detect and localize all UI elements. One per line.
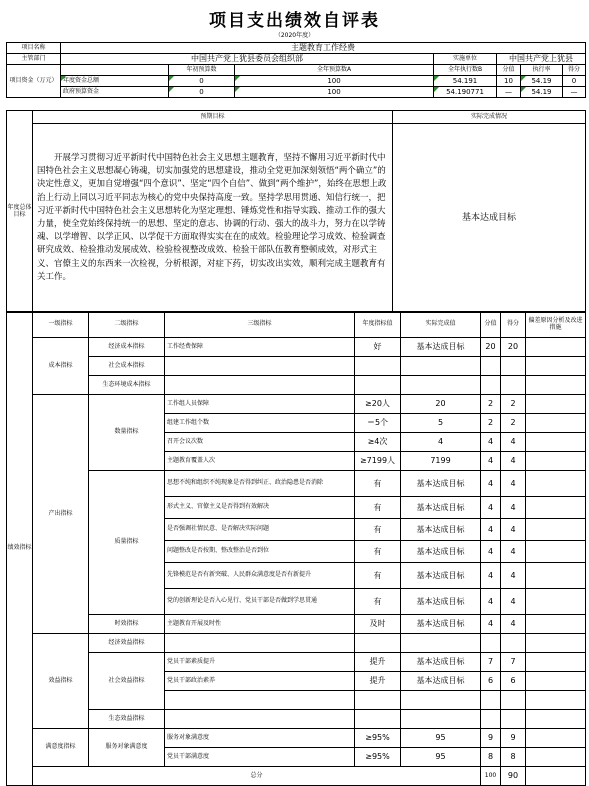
- sat-item-target: ≥95%: [355, 748, 401, 767]
- h-level3: 三级指标: [165, 312, 355, 338]
- cost-item-points: 20: [501, 338, 526, 357]
- row-fiscal-initial: 0: [169, 87, 235, 98]
- empty-cell: [526, 653, 586, 672]
- time-item-points: 4: [501, 615, 526, 634]
- qty-item-target: ≥7199人: [355, 452, 401, 471]
- effect-item-target: 提升: [355, 672, 401, 691]
- empty-cell: [355, 691, 401, 710]
- row-total-full: 100: [235, 76, 434, 87]
- qual-item-score: 4: [481, 589, 501, 615]
- actual-complete-text: 基本达成目标: [393, 124, 586, 313]
- cost-item-name: 工作经费保障: [165, 338, 355, 357]
- qty-item-score: 4: [481, 433, 501, 452]
- empty-cell: [526, 357, 586, 376]
- qual-item-actual: 基本达成目标: [401, 563, 481, 589]
- qty-item-points: 2: [501, 414, 526, 433]
- cost-item-target: 好: [355, 338, 401, 357]
- year-label: （2020年度）: [274, 32, 315, 39]
- sat-item-points: 8: [501, 748, 526, 767]
- timeliness-label: 时效指标: [89, 615, 165, 634]
- empty-cell: [526, 414, 586, 433]
- time-item-name: 主题教育开展及时性: [165, 615, 355, 634]
- qual-item-name: 形式主义、官僚主义是否得到有效解决: [165, 497, 355, 519]
- annual-goal-table: [6, 110, 586, 313]
- funds-header-empty: [61, 65, 169, 76]
- empty-cell: [526, 519, 586, 541]
- empty-cell: [526, 729, 586, 748]
- qual-item-points: 4: [501, 541, 526, 563]
- row-total-initial: 0: [169, 76, 235, 87]
- sat-item-name: 服务对象满意度: [165, 729, 355, 748]
- col-rate: 执行率: [521, 65, 563, 76]
- qual-item-target: 有: [355, 471, 401, 497]
- empty-cell: [526, 672, 586, 691]
- expected-goal-header: 预期目标: [33, 111, 393, 124]
- qty-item-actual: 20: [401, 395, 481, 414]
- row-fiscal-points: —: [563, 87, 586, 98]
- empty-cell: [526, 691, 586, 710]
- qual-item-points: 4: [501, 563, 526, 589]
- qual-item-points: 4: [501, 471, 526, 497]
- qual-item-score: 4: [481, 471, 501, 497]
- qual-item-score: 4: [481, 541, 501, 563]
- total-points: 90: [501, 767, 526, 786]
- sat-item-target: ≥95%: [355, 729, 401, 748]
- env-cost-label: 生态环境成本指标: [89, 376, 165, 395]
- empty-cell: [165, 357, 355, 376]
- empty-cell: [526, 395, 586, 414]
- goal-side-label: 年度总体目标: [7, 111, 33, 313]
- qual-item-score: 4: [481, 497, 501, 519]
- page-title: 项目支出绩效自评表: [209, 11, 380, 31]
- empty-cell: [481, 710, 501, 729]
- effect-item-name: 党员干部素质提升: [165, 653, 355, 672]
- qual-item-target: 有: [355, 589, 401, 615]
- dept-value: 中国共产党上犹县委员会组织部: [61, 54, 434, 65]
- sat-item-score: 8: [481, 748, 501, 767]
- qual-item-points: 4: [501, 497, 526, 519]
- empty-cell: [481, 376, 501, 395]
- cost-label: 成本指标: [33, 338, 89, 395]
- row-fiscal-full: 100: [235, 87, 434, 98]
- empty-cell: [401, 634, 481, 653]
- empty-cell: [165, 710, 355, 729]
- empty-cell: [526, 634, 586, 653]
- empty-cell: [526, 471, 586, 497]
- effect-item-score: 7: [481, 653, 501, 672]
- row-fiscal-rate: 54.19: [521, 87, 563, 98]
- row-total-label: 年度资金总额: [61, 76, 169, 87]
- empty-cell: [481, 634, 501, 653]
- qual-item-name: 党的创新理论是否入心见行、党员干部是否做到学思贯通: [165, 589, 355, 615]
- satisfaction-label: 满意度指标: [33, 729, 89, 767]
- h-reason: 偏差原因分析及改进措施: [526, 312, 586, 338]
- funds-label: 项目资金（万元）: [7, 65, 61, 98]
- empty-cell: [526, 589, 586, 615]
- qty-item-target: ≥20人: [355, 395, 401, 414]
- row-fiscal-label: 政府预算资金: [61, 87, 169, 98]
- qty-item-actual: 4: [401, 433, 481, 452]
- empty-cell: [501, 691, 526, 710]
- effect-item-points: 6: [501, 672, 526, 691]
- qual-item-actual: 基本达成目标: [401, 497, 481, 519]
- empty-cell: [526, 497, 586, 519]
- qty-item-actual: 7199: [401, 452, 481, 471]
- quantity-label: 数量指标: [89, 395, 165, 471]
- sat-item-actual: 95: [401, 729, 481, 748]
- exec-label: 实施单位: [434, 54, 497, 65]
- expected-goal-text: 开展学习贯彻习近平新时代中国特色社会主义思想主题教育，坚持不懈用习近平新时代中国特色社会主义思想凝心铸魂，切实加强党的思想建设，推动全党更加深刻领悟“两个确立”的决定性意义，更加自觉增强“四个意识”、坚定“四个自信”、做到“两个维护”，始终在思想上政治上行动上同以习近平同志为核心的党中央保持高度一致。坚持学思用贯通、知信行统一，把习近平新时代中国特色社会主义思想转化为坚定理想、锤炼党性和指导实践、推动工作的强大力量，使全党始终保持统一的思想、坚定的意志、协调的行动、强大的战斗力，努力在以学铸魂、以学增智、以学正风、以学促干方面取得实实在在的成效。检验理论学习成效、检验调查研究成效、检验推动发展成效、检验检视整改成效、检验干部队伍教育整顿成效，对形式主义、官僚主义的东西来一次检视，分析根源，对症下药，切实改出实效，顺利完成主题教育有关工作。: [33, 124, 393, 313]
- project-name-label: 项目名称: [7, 43, 61, 54]
- total-label: 总分: [33, 767, 481, 786]
- h-target: 年度指标值: [355, 312, 401, 338]
- social-cost-label: 社会成本指标: [89, 357, 165, 376]
- qual-item-points: 4: [501, 589, 526, 615]
- empty-cell: [165, 634, 355, 653]
- qual-item-name: 先锋模范是否有新突破、人民群众满意度是否有新提升: [165, 563, 355, 589]
- exec-value: 中国共产党上犹县: [497, 54, 586, 65]
- sat-item-actual: 95: [401, 748, 481, 767]
- service-sat-label: 服务对象满意度: [89, 729, 165, 767]
- cost-item-reason: [526, 338, 586, 357]
- empty-cell: [401, 710, 481, 729]
- qual-item-name: 是否强调社情民意、是否解决实际问题: [165, 519, 355, 541]
- qty-item-name: 召开会议次数: [165, 433, 355, 452]
- econ-effect-label: 经济效益指标: [89, 634, 165, 653]
- col-initial: 年初预算数: [169, 65, 235, 76]
- qty-item-score: 2: [481, 395, 501, 414]
- effect-item-target: 提升: [355, 653, 401, 672]
- row-total-rate: 54.19: [521, 76, 563, 87]
- empty-cell: [355, 357, 401, 376]
- empty-cell: [355, 376, 401, 395]
- cost-item-actual: 基本达成目标: [401, 338, 481, 357]
- h-level2: 二级指标: [89, 312, 165, 338]
- effect-item-score: 6: [481, 672, 501, 691]
- h-actual: 实际完成值: [401, 312, 481, 338]
- empty-cell: [355, 634, 401, 653]
- empty-cell: [526, 433, 586, 452]
- qual-item-target: 有: [355, 541, 401, 563]
- perf-side-label: 绩效指标: [7, 312, 33, 786]
- qty-item-actual: 5: [401, 414, 481, 433]
- empty-cell: [165, 691, 355, 710]
- empty-cell: [165, 376, 355, 395]
- effect-item-actual: 基本达成目标: [401, 672, 481, 691]
- empty-cell: [526, 710, 586, 729]
- performance-indicator-table: [6, 311, 586, 786]
- h-score: 分值: [481, 312, 501, 338]
- time-item-score: 4: [481, 615, 501, 634]
- empty-cell: [526, 376, 586, 395]
- time-item-actual: 基本达成目标: [401, 615, 481, 634]
- qual-item-name: 问题整改是否按期、整改整治是否到位: [165, 541, 355, 563]
- qty-item-points: 4: [501, 452, 526, 471]
- col-points: 得分: [563, 65, 586, 76]
- dept-label: 主管部门: [7, 54, 61, 65]
- qual-item-target: 有: [355, 519, 401, 541]
- sat-item-score: 9: [481, 729, 501, 748]
- empty-cell: [501, 710, 526, 729]
- env-effect-label: 生态效益指标: [89, 710, 165, 729]
- sat-item-name: 党员干部满意度: [165, 748, 355, 767]
- col-score: 分值: [497, 65, 521, 76]
- row-fiscal-actual: 54.190771: [434, 87, 497, 98]
- row-total-actual: 54.191: [434, 76, 497, 87]
- qual-item-points: 4: [501, 519, 526, 541]
- qty-item-points: 2: [501, 395, 526, 414]
- time-item-target: 及时: [355, 615, 401, 634]
- effect-label: 效益指标: [33, 634, 89, 729]
- cost-item-score: 20: [481, 338, 501, 357]
- empty-cell: [526, 452, 586, 471]
- quality-label: 质量指标: [89, 471, 165, 615]
- empty-cell: [526, 748, 586, 767]
- effect-item-name: 党员干部政治素养: [165, 672, 355, 691]
- qual-item-target: 有: [355, 497, 401, 519]
- social-effect-label: 社会效益指标: [89, 653, 165, 710]
- qty-item-score: 4: [481, 452, 501, 471]
- empty-cell: [501, 376, 526, 395]
- actual-complete-header: 实际完成情况: [393, 111, 586, 124]
- qty-item-score: 2: [481, 414, 501, 433]
- empty-cell: [481, 357, 501, 376]
- qty-item-name: 主题教育覆盖人次: [165, 452, 355, 471]
- empty-cell: [401, 691, 481, 710]
- project-info-table: [6, 42, 586, 98]
- qual-item-score: 4: [481, 519, 501, 541]
- empty-cell: [526, 541, 586, 563]
- row-total-score: 10: [497, 76, 521, 87]
- econ-cost-label: 经济成本指标: [89, 338, 165, 357]
- empty-cell: [481, 691, 501, 710]
- empty-cell: [401, 376, 481, 395]
- qual-item-actual: 基本达成目标: [401, 541, 481, 563]
- empty-cell: [355, 710, 401, 729]
- project-name: 主题教育工作经费: [61, 43, 586, 54]
- col-full: 全年预算数A: [235, 65, 434, 76]
- qual-item-actual: 基本达成目标: [401, 471, 481, 497]
- total-score: 100: [481, 767, 501, 786]
- qty-item-target: ＝5个: [355, 414, 401, 433]
- qual-item-actual: 基本达成目标: [401, 519, 481, 541]
- empty-cell: [501, 357, 526, 376]
- sat-item-points: 9: [501, 729, 526, 748]
- empty-cell: [501, 634, 526, 653]
- qty-item-points: 4: [501, 433, 526, 452]
- empty-cell: [526, 615, 586, 634]
- effect-item-points: 7: [501, 653, 526, 672]
- qty-item-name: 组建工作组个数: [165, 414, 355, 433]
- qual-item-name: 思想不纯和组织不纯现象是否得到纠正、政治隐患是否消除: [165, 471, 355, 497]
- empty-cell: [526, 767, 586, 786]
- row-fiscal-score: —: [497, 87, 521, 98]
- qual-item-actual: 基本达成目标: [401, 589, 481, 615]
- qty-item-target: ≥4次: [355, 433, 401, 452]
- qty-item-name: 工作组人员保障: [165, 395, 355, 414]
- row-total-points: 0: [563, 76, 586, 87]
- empty-cell: [526, 563, 586, 589]
- qual-item-target: 有: [355, 563, 401, 589]
- col-actual: 全年执行数B: [434, 65, 497, 76]
- qual-item-score: 4: [481, 563, 501, 589]
- h-points: 得分: [501, 312, 526, 338]
- effect-item-actual: 基本达成目标: [401, 653, 481, 672]
- empty-cell: [401, 357, 481, 376]
- output-label: 产出指标: [33, 395, 89, 634]
- h-level1: 一级指标: [33, 312, 89, 338]
